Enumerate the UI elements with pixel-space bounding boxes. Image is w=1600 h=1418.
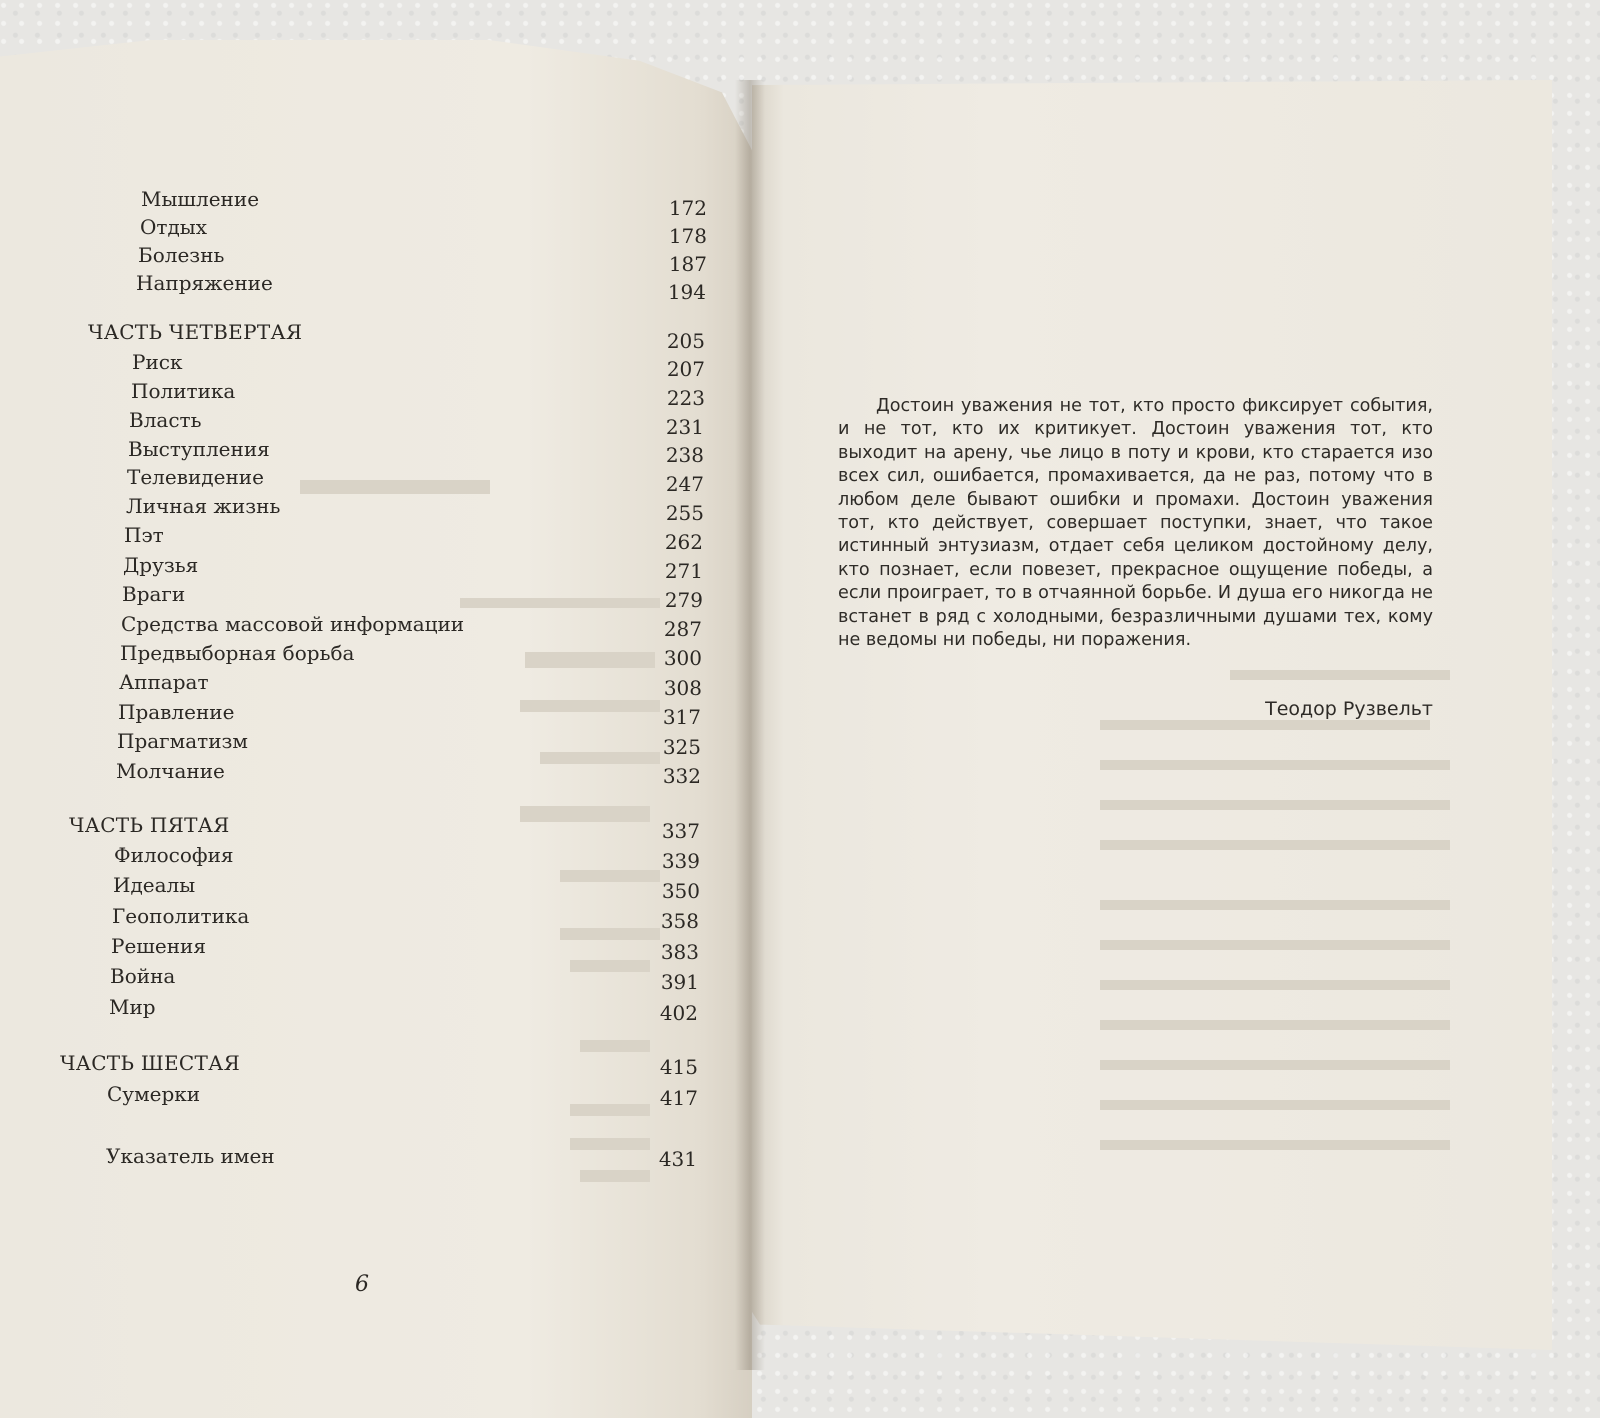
toc-entry-title: Риск xyxy=(132,350,183,374)
toc-entry-page: 358 xyxy=(660,909,699,933)
toc-entry-page: 262 xyxy=(664,530,703,554)
toc-entry-page: 238 xyxy=(665,443,704,467)
toc-entry-title: Власть xyxy=(129,408,202,432)
toc-entry-page: 325 xyxy=(662,735,701,759)
toc-entry-page: 339 xyxy=(661,849,700,873)
toc-entry-page: 417 xyxy=(659,1086,698,1110)
toc-entry-page: 231 xyxy=(665,415,704,439)
toc-entry-title: Отдых xyxy=(140,215,207,239)
toc-entry-title: Мышление xyxy=(141,187,260,211)
toc-entry-page: 194 xyxy=(667,280,706,304)
toc-entry-page: 255 xyxy=(665,501,704,525)
toc-entry-title: Личная жизнь xyxy=(126,494,281,518)
table-of-contents xyxy=(0,0,752,1418)
toc-entry-title: Болезнь xyxy=(138,243,225,267)
toc-entry-page: 207 xyxy=(666,357,705,381)
epigraph-author: Теодор Рузвельт xyxy=(1265,698,1433,720)
toc-entry-title: Средства массовой информации xyxy=(121,612,465,636)
toc-entry-page: 287 xyxy=(663,617,702,641)
toc-entry-page: 391 xyxy=(660,970,699,994)
toc-entry-page: 332 xyxy=(662,764,701,788)
toc-entry-title: Молчание xyxy=(116,759,225,783)
toc-entry-title: Философия xyxy=(114,843,234,867)
toc-entry-title: Указатель имен xyxy=(106,1144,275,1168)
toc-entry-title: Решения xyxy=(111,934,206,958)
toc-part-heading: ЧАСТЬ ПЯТАЯ xyxy=(69,813,230,837)
toc-entry-page: 279 xyxy=(664,588,703,612)
toc-entry-title: Война xyxy=(110,964,176,988)
toc-part-heading: ЧАСТЬ ШЕСТАЯ xyxy=(60,1051,241,1075)
toc-entry-page: 172 xyxy=(668,196,707,220)
toc-entry-title: Друзья xyxy=(123,553,199,577)
toc-entry-page: 350 xyxy=(661,879,700,903)
toc-entry-page: 223 xyxy=(666,386,705,410)
toc-entry-title: Напряжение xyxy=(136,271,273,295)
page-number: 6 xyxy=(355,1272,369,1297)
toc-entry-title: Правление xyxy=(118,700,235,724)
toc-entry-page: 415 xyxy=(659,1055,698,1079)
toc-part-heading: ЧАСТЬ ЧЕТВЕРТАЯ xyxy=(88,320,303,344)
toc-entry-page: 308 xyxy=(663,676,702,700)
toc-entry-page: 383 xyxy=(660,940,699,964)
epigraph-text: Достоин уважения не тот, кто просто фиксирует события, и не тот, кто их критикует. Достоин уважения тот, кто выходит на арену, чье лицо в поту и крови, кто старается изо всех сил, ошибается, промахивается, да не раз, потому что в любом деле бывают ошибки и промахи. Достоин уважения тот, кто действует, совершает поступки, знает, что такое истинный энтузиазм, отдает себя целиком достойному делу, кто познает, если повезет, прекрасное ощущение победы, а если проиграет, то в отчаянной борьбе. И душа его никогда не встанет в ряд с холодными, безразличными душами тех, кому не ведомы ни победы, ни поражения. xyxy=(838,396,1433,651)
toc-entry-title: Пэт xyxy=(124,523,164,547)
toc-entry-page: 402 xyxy=(659,1001,698,1025)
toc-entry-title: Идеалы xyxy=(113,873,196,897)
toc-entry-page: 247 xyxy=(665,472,704,496)
toc-entry-title: Телевидение xyxy=(127,465,264,489)
toc-entry-page: 300 xyxy=(663,646,702,670)
toc-entry-page: 317 xyxy=(662,705,701,729)
toc-entry-page: 337 xyxy=(661,819,700,843)
toc-entry-page: 187 xyxy=(668,252,707,276)
toc-entry-page: 271 xyxy=(664,559,703,583)
toc-entry-page: 431 xyxy=(658,1147,697,1171)
toc-entry-page: 205 xyxy=(666,329,705,353)
toc-entry-title: Выступления xyxy=(128,437,270,461)
toc-entry-title: Прагматизм xyxy=(117,729,248,753)
toc-entry-title: Геополитика xyxy=(112,904,250,928)
toc-entry-title: Аппарат xyxy=(119,670,209,694)
toc-entry-title: Мир xyxy=(109,995,156,1019)
toc-entry-title: Сумерки xyxy=(107,1082,201,1106)
toc-entry-page: 178 xyxy=(668,224,707,248)
toc-entry-title: Политика xyxy=(131,379,236,403)
toc-entry-title: Предвыборная борьба xyxy=(120,641,355,665)
toc-entry-title: Враги xyxy=(122,582,186,606)
